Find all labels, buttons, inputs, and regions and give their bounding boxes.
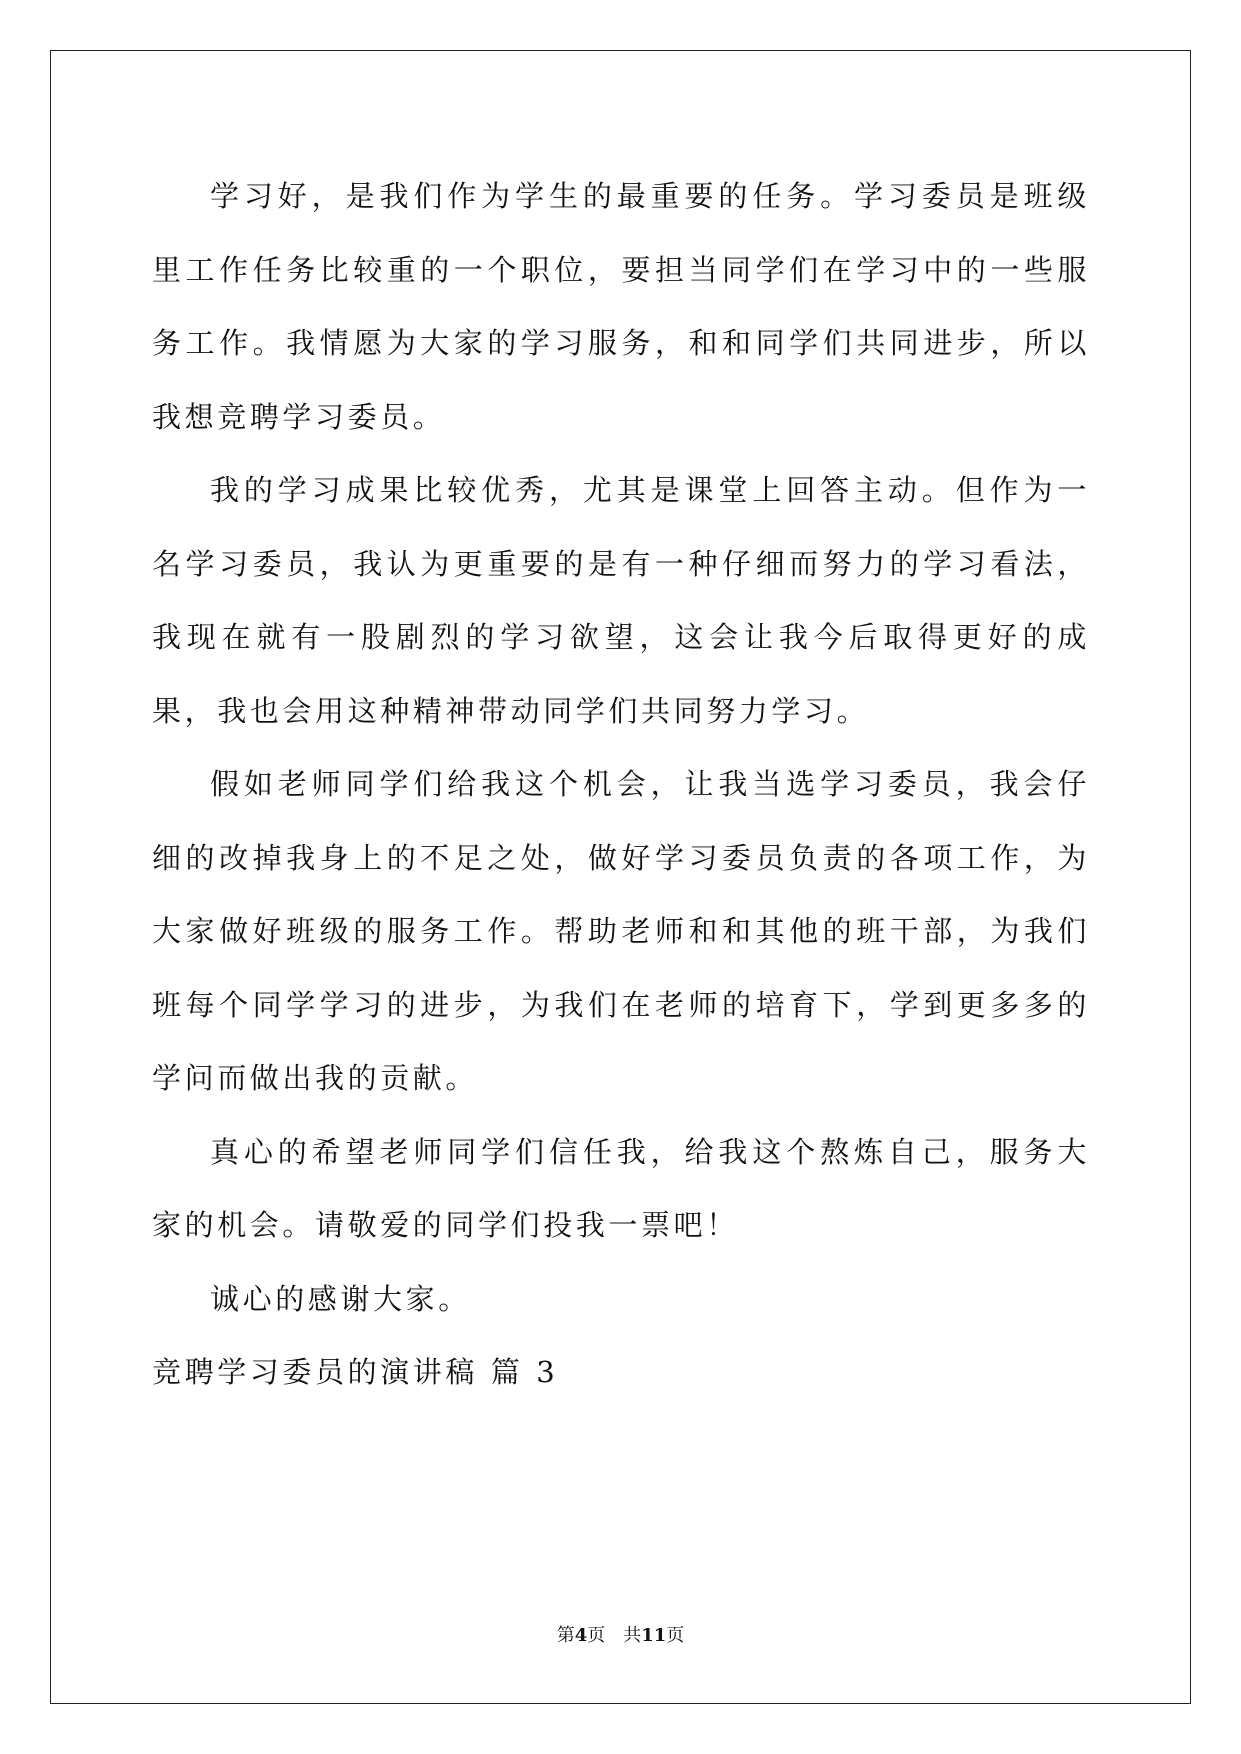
page-suffix: 页 xyxy=(587,1625,606,1646)
total-prefix: 共 xyxy=(623,1625,642,1646)
paragraph-1: 学习好，是我们作为学生的最重要的任务。学习委员是班级里工作任务比较重的一个职位，要担当同学们在学习中的一些服务工作。我情愿为大家的学习服务，和和同学们共同进步，所以我想竞聘学习委员。 xyxy=(152,179,1090,434)
page-prefix: 第 xyxy=(556,1625,575,1646)
paragraph-3: 假如老师同学们给我这个机会，让我当选学习委员，我会仔细的改掉我身上的不足之处，做好学习委员负责的各项工作，为大家做好班级的服务工作。帮助老师和和其他的班干部，为我们班每个同学学习的进步，为我们在老师的培育下，学到更多多的学问而做出我的贡献。 xyxy=(152,767,1090,1095)
section-heading: 竞聘学习委员的演讲稿 篇 3 xyxy=(152,1355,559,1389)
total-pages: 11 xyxy=(641,1625,667,1646)
paragraph-5: 诚心的感谢大家。 xyxy=(210,1281,471,1316)
paragraph-4: 真心的希望老师同学们信任我，给我这个熬炼自己，服务大家的机会。请敬爱的同学们投我一票吧！ xyxy=(152,1134,1090,1242)
page-number: 4 xyxy=(574,1625,588,1646)
page-footer xyxy=(0,1621,1241,1647)
paragraph-2: 我的学习成果比较优秀，尤其是课堂上回答主动。但作为一名学习委员，我认为更重要的是有一种仔细而努力的学习看法，我现在就有一股剧烈的学习欲望，这会让我今后取得更好的成果，我也会用这种精神带动同学们共同努力学习。 xyxy=(152,473,1090,728)
document-body xyxy=(152,160,1090,1410)
total-suffix: 页 xyxy=(666,1625,685,1646)
